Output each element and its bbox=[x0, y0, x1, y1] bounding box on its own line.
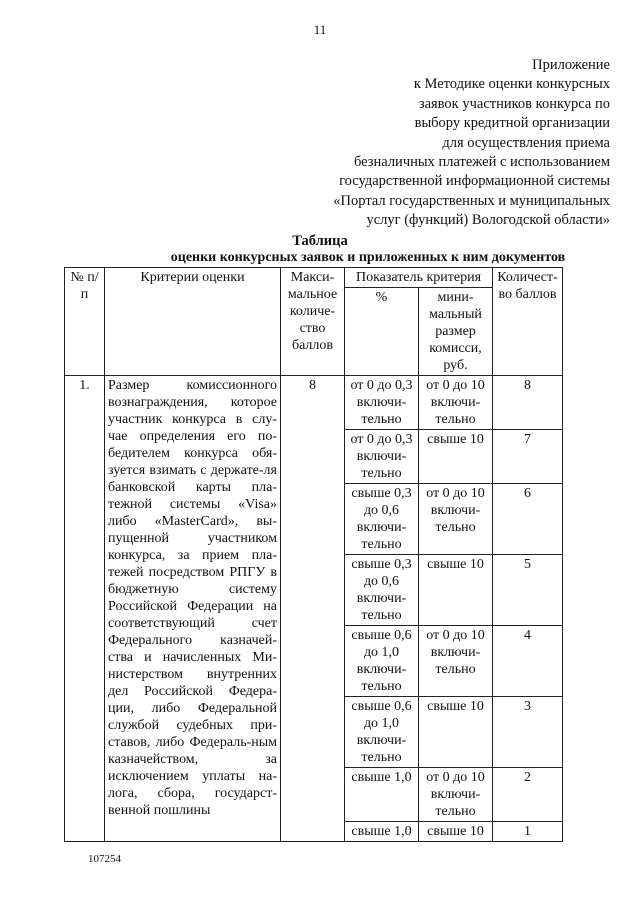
percent-cell: от 0 до 0,3 включи-тельно bbox=[345, 376, 419, 430]
points-cell: 7 bbox=[493, 430, 563, 484]
annex-line: выбору кредитной организации bbox=[414, 115, 610, 132]
annex-line: для осуществления приема bbox=[442, 134, 610, 151]
percent-cell: от 0 до 0,3 включи-тельно bbox=[345, 430, 419, 484]
rub-cell: от 0 до 10 включи-тельно bbox=[419, 768, 493, 822]
header-indicator: Показатель критерия bbox=[345, 268, 493, 288]
rub-cell: от 0 до 10 включи-тельно bbox=[419, 484, 493, 555]
table-title: Таблица bbox=[292, 233, 348, 249]
header-row bbox=[65, 268, 563, 288]
annex-header bbox=[280, 56, 610, 231]
header-max-points: Макси-мальное количе-ство баллов bbox=[281, 268, 345, 376]
rub-cell: свыше 10 bbox=[419, 430, 493, 484]
header-points: Количест-во баллов bbox=[493, 268, 563, 376]
points-cell: 1 bbox=[493, 822, 563, 842]
rub-cell: свыше 10 bbox=[419, 555, 493, 626]
rub-cell: от 0 до 10 включи-тельно bbox=[419, 626, 493, 697]
points-cell: 2 bbox=[493, 768, 563, 822]
header-num: № п/п bbox=[65, 268, 105, 376]
header-min-commission: мини-мальный размер комисси, руб. bbox=[419, 288, 493, 376]
annex-line: заявок участников конкурса по bbox=[418, 95, 610, 112]
max-points-value: 8 bbox=[281, 376, 345, 842]
criterion-text: Размер комиссионного вознаграждения, которое участник конкурса в слу-чае определения его по-бедителем конкурса обя-зуется взимать с держате-ля банковской карты пла-тежной системы «Visa» либо «MasterCard», вы-пущенной участником конкурса, за прием пла-тежей посредством РПГУ в бюджетную систему Российской Федерации на соответствующий счет Федерального казначей-ства и начисленных Ми-нистерством внутренних дел Российской Федера-ции, либо Федеральной службой судебных при-ставов, либо Федераль-ным казначейством, за исключением уплаты на-лога, сбора, государст-венной пошлины bbox=[105, 376, 281, 842]
points-cell: 3 bbox=[493, 697, 563, 768]
percent-cell: свыше 0,3 до 0,6 включи-тельно bbox=[345, 484, 419, 555]
header-criteria: Критерии оценки bbox=[105, 268, 281, 376]
criterion-number: 1. bbox=[65, 376, 105, 842]
points-cell: 8 bbox=[493, 376, 563, 430]
header-percent: % bbox=[345, 288, 419, 376]
document-code: 107254 bbox=[88, 853, 121, 865]
table-subtitle: оценки конкурсных заявок и приложенных к ним документов bbox=[170, 250, 566, 265]
percent-cell: свыше 1,0 bbox=[345, 768, 419, 822]
percent-cell: свыше 0,6 до 1,0 включи-тельно bbox=[345, 626, 419, 697]
points-cell: 6 bbox=[493, 484, 563, 555]
annex-line: безналичных платежей с использованием bbox=[353, 154, 610, 171]
page-number: 11 bbox=[313, 22, 327, 37]
annex-line: услуг (функций) Вологодской области» bbox=[366, 212, 610, 229]
percent-cell: свыше 1,0 bbox=[345, 822, 419, 842]
criteria-table bbox=[64, 267, 563, 842]
rub-cell: свыше 10 bbox=[419, 822, 493, 842]
annex-line: «Портал государственных и муниципальных bbox=[333, 192, 610, 209]
rub-cell: от 0 до 10 включи-тельно bbox=[419, 376, 493, 430]
table-row bbox=[65, 376, 563, 430]
points-cell: 4 bbox=[493, 626, 563, 697]
percent-cell: свыше 0,6 до 1,0 включи-тельно bbox=[345, 697, 419, 768]
annex-line: к Методике оценки конкурсных bbox=[413, 76, 610, 93]
points-cell: 5 bbox=[493, 555, 563, 626]
percent-cell: свыше 0,3 до 0,6 включи-тельно bbox=[345, 555, 419, 626]
annex-line: Приложение bbox=[532, 57, 610, 73]
annex-line: государственной информационной системы bbox=[339, 173, 610, 190]
rub-cell: свыше 10 bbox=[419, 697, 493, 768]
